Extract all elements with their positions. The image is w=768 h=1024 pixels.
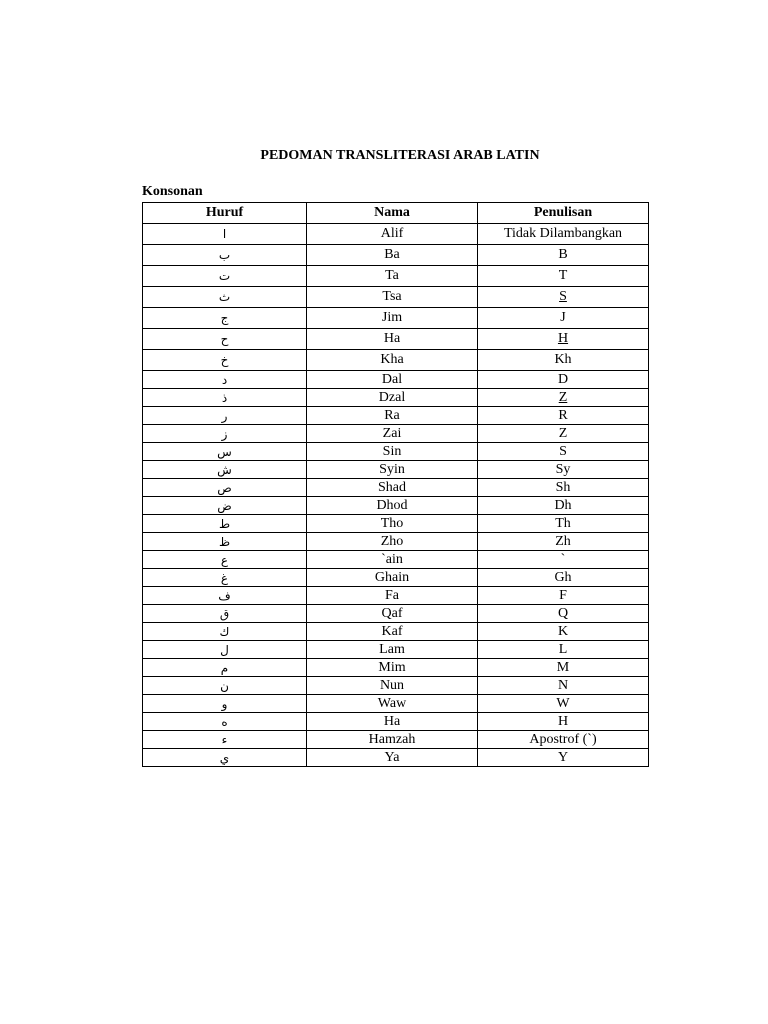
cell-penulisan: M: [478, 659, 649, 677]
cell-penulisan: N: [478, 677, 649, 695]
cell-penulisan: H: [478, 329, 649, 350]
cell-nama: Ra: [307, 407, 478, 425]
table-row: [143, 677, 649, 695]
section-label-konsonan: Konsonan: [142, 184, 203, 199]
table-row: [143, 515, 649, 533]
cell-penulisan: Kh: [478, 350, 649, 371]
cell-nama: Ya: [307, 749, 478, 767]
cell-nama: Tsa: [307, 287, 478, 308]
cell-huruf: ظ: [143, 533, 307, 551]
cell-huruf: ث: [143, 287, 307, 308]
cell-huruf: ت: [143, 266, 307, 287]
cell-penulisan: Q: [478, 605, 649, 623]
cell-penulisan: `: [478, 551, 649, 569]
cell-penulisan: Z: [478, 389, 649, 407]
cell-nama: Fa: [307, 587, 478, 605]
cell-penulisan: K: [478, 623, 649, 641]
table-row: [143, 605, 649, 623]
document-title: PEDOMAN TRANSLITERASI ARAB LATIN: [260, 148, 540, 163]
cell-huruf: ر: [143, 407, 307, 425]
cell-huruf: ش: [143, 461, 307, 479]
cell-nama: Dal: [307, 371, 478, 389]
table-body: [143, 224, 649, 767]
table-row: [143, 713, 649, 731]
cell-penulisan: Apostrof (`): [478, 731, 649, 749]
cell-penulisan: R: [478, 407, 649, 425]
cell-penulisan: S: [478, 287, 649, 308]
cell-nama: Ha: [307, 329, 478, 350]
cell-nama: Waw: [307, 695, 478, 713]
table-row: [143, 389, 649, 407]
cell-huruf: س: [143, 443, 307, 461]
cell-huruf: ج: [143, 308, 307, 329]
table-row: [143, 551, 649, 569]
cell-nama: Jim: [307, 308, 478, 329]
cell-penulisan: L: [478, 641, 649, 659]
cell-penulisan: J: [478, 308, 649, 329]
cell-nama: Ha: [307, 713, 478, 731]
cell-huruf: ص: [143, 479, 307, 497]
cell-huruf: ه: [143, 713, 307, 731]
cell-huruf: خ: [143, 350, 307, 371]
table-row: [143, 287, 649, 308]
table-row: [143, 497, 649, 515]
cell-penulisan: T: [478, 266, 649, 287]
table-row: [143, 425, 649, 443]
cell-penulisan: F: [478, 587, 649, 605]
table-row: [143, 749, 649, 767]
cell-penulisan: Zh: [478, 533, 649, 551]
table-row: [143, 533, 649, 551]
table-header-row: [143, 203, 649, 224]
cell-penulisan: B: [478, 245, 649, 266]
table-row: [143, 461, 649, 479]
table-row: [143, 308, 649, 329]
cell-nama: Kha: [307, 350, 478, 371]
cell-huruf: ض: [143, 497, 307, 515]
cell-huruf: ق: [143, 605, 307, 623]
cell-huruf: غ: [143, 569, 307, 587]
table-row: [143, 245, 649, 266]
header-penulisan: Penulisan: [478, 203, 649, 224]
header-huruf: Huruf: [143, 203, 307, 224]
cell-nama: Ta: [307, 266, 478, 287]
table-row: [143, 266, 649, 287]
cell-nama: Zai: [307, 425, 478, 443]
cell-huruf: م: [143, 659, 307, 677]
cell-penulisan: Th: [478, 515, 649, 533]
table-row: [143, 224, 649, 245]
cell-nama: Hamzah: [307, 731, 478, 749]
table-row: [143, 329, 649, 350]
cell-nama: Qaf: [307, 605, 478, 623]
cell-penulisan: D: [478, 371, 649, 389]
cell-nama: Dhod: [307, 497, 478, 515]
transliteration-table: [142, 202, 649, 767]
cell-huruf: ي: [143, 749, 307, 767]
table-row: [143, 443, 649, 461]
cell-nama: `ain: [307, 551, 478, 569]
cell-nama: Shad: [307, 479, 478, 497]
cell-penulisan: H: [478, 713, 649, 731]
cell-nama: Mim: [307, 659, 478, 677]
cell-huruf: ن: [143, 677, 307, 695]
cell-nama: Tho: [307, 515, 478, 533]
cell-huruf: ب: [143, 245, 307, 266]
cell-nama: Lam: [307, 641, 478, 659]
cell-nama: Syin: [307, 461, 478, 479]
cell-penulisan: Sy: [478, 461, 649, 479]
table-row: [143, 623, 649, 641]
table-row: [143, 569, 649, 587]
table-row: [143, 641, 649, 659]
header-nama: Nama: [307, 203, 478, 224]
table-row: [143, 731, 649, 749]
cell-nama: Alif: [307, 224, 478, 245]
cell-nama: Sin: [307, 443, 478, 461]
cell-huruf: د: [143, 371, 307, 389]
cell-penulisan: Z: [478, 425, 649, 443]
cell-penulisan: Dh: [478, 497, 649, 515]
cell-huruf: ك: [143, 623, 307, 641]
cell-huruf: ف: [143, 587, 307, 605]
cell-huruf: ء: [143, 731, 307, 749]
cell-huruf: و: [143, 695, 307, 713]
cell-penulisan: Gh: [478, 569, 649, 587]
table-row: [143, 350, 649, 371]
table-row: [143, 479, 649, 497]
table-row: [143, 695, 649, 713]
cell-penulisan: Sh: [478, 479, 649, 497]
cell-nama: Kaf: [307, 623, 478, 641]
cell-huruf: ع: [143, 551, 307, 569]
table-row: [143, 371, 649, 389]
cell-penulisan: S: [478, 443, 649, 461]
cell-huruf: ح: [143, 329, 307, 350]
cell-penulisan: Y: [478, 749, 649, 767]
cell-nama: Nun: [307, 677, 478, 695]
cell-nama: Ba: [307, 245, 478, 266]
cell-huruf: ز: [143, 425, 307, 443]
table-row: [143, 659, 649, 677]
cell-nama: Ghain: [307, 569, 478, 587]
cell-huruf: ط: [143, 515, 307, 533]
cell-nama: Dzal: [307, 389, 478, 407]
cell-huruf: ا: [143, 224, 307, 245]
cell-huruf: ذ: [143, 389, 307, 407]
cell-penulisan: W: [478, 695, 649, 713]
cell-nama: Zho: [307, 533, 478, 551]
table-row: [143, 587, 649, 605]
cell-penulisan: Tidak Dilambangkan: [478, 224, 649, 245]
table-row: [143, 407, 649, 425]
cell-huruf: ل: [143, 641, 307, 659]
